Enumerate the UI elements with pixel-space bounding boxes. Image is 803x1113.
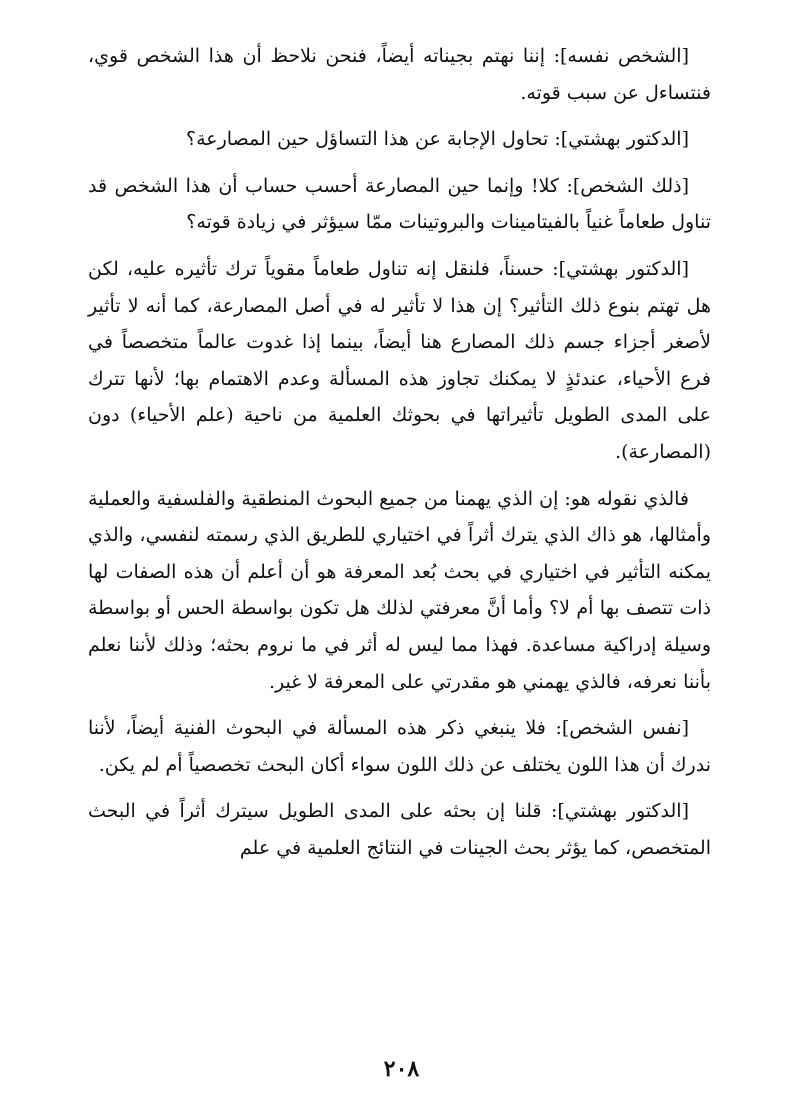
paragraph-5: فالذي نقوله هو: إن الذي يهمنا من جميع البحوث المنطقية والفلسفية والعملية وأمثالها، هو ذاك الذي يترك أثراً في اختياري للطريق الذي رسمته لنفسي، والذي يمكنه التأثير في اختياري في بحث بُعد المعرفة هو أن أعلم أن هذه الصفات لها ذات تتصف بها أم لا؟ وأما أنَّ معرفتي لذلك هل تكون بواسطة الحس أو بواسطة وسيلة إدراكية مساعدة. فهذا مما ليس له أثر في ما نروم بحثه؛ وذلك لأننا نعلم بأننا نعرفه، فالذي يهمني هو مقدرتي على المعرفة لا غير. xyxy=(88,487,711,693)
paragraph-4: [الدكتور بهشتي]: حسناً، فلنقل إنه تناول طعاماً مقوياً ترك تأثيره عليه، لكن هل تهتم بنوع ذلك التأثير؟ إن هذا لا تأثير له في أصل المصارعة، كما أنه لا تأثير لأصغر أجزاء جسم ذلك المصارع هنا أيضاً، بينما إذا غدوت عالماً متخصصاً في فرع الأحياء، عندئذٍ لا يمكنك تجاوز هذه المسألة وعدم الاهتمام بها؛ لأنها تترك على المدى الطويل تأثيراتها في بحوثك العلمية من ناحية (علم الأحياء) دون (المصارعة). xyxy=(88,257,711,463)
paragraph-7: [الدكتور بهشتي]: قلنا إن بحثه على المدى الطويل سيترك أثراً في البحث المتخصص، كما يؤثر بحث الجينات في النتائج العلمية في علم xyxy=(88,800,711,859)
paragraph-3: [ذلك الشخص]: كلا! وإنما حين المصارعة أحسب حساب أن هذا الشخص قد تناول طعاماً غنياً بالفيتامينات والبروتينات ممّا سيؤثر في زيادة قوته؟ xyxy=(88,174,711,234)
page-number: ٢٠٨ xyxy=(383,1056,420,1082)
paragraph-1: [الشخص نفسه]: إننا نهتم بجيناته أيضاً، فنحن نلاحظ أن هذا الشخص قوي، فنتساءل عن سبب قوته. xyxy=(88,45,711,104)
paragraph-2: [الدكتور بهشتي]: تحاول الإجابة عن هذا التساؤل حين المصارعة؟ xyxy=(186,128,689,151)
paragraph-6: [نفس الشخص]: فلا ينبغي ذكر هذه المسألة في البحوث الفنية أيضاً، لأننا ندرك أن هذا اللون يختلف عن ذلك اللون سواء أكان البحث تخصصياً أم لم يكن. xyxy=(88,717,711,776)
body-text xyxy=(88,38,711,876)
